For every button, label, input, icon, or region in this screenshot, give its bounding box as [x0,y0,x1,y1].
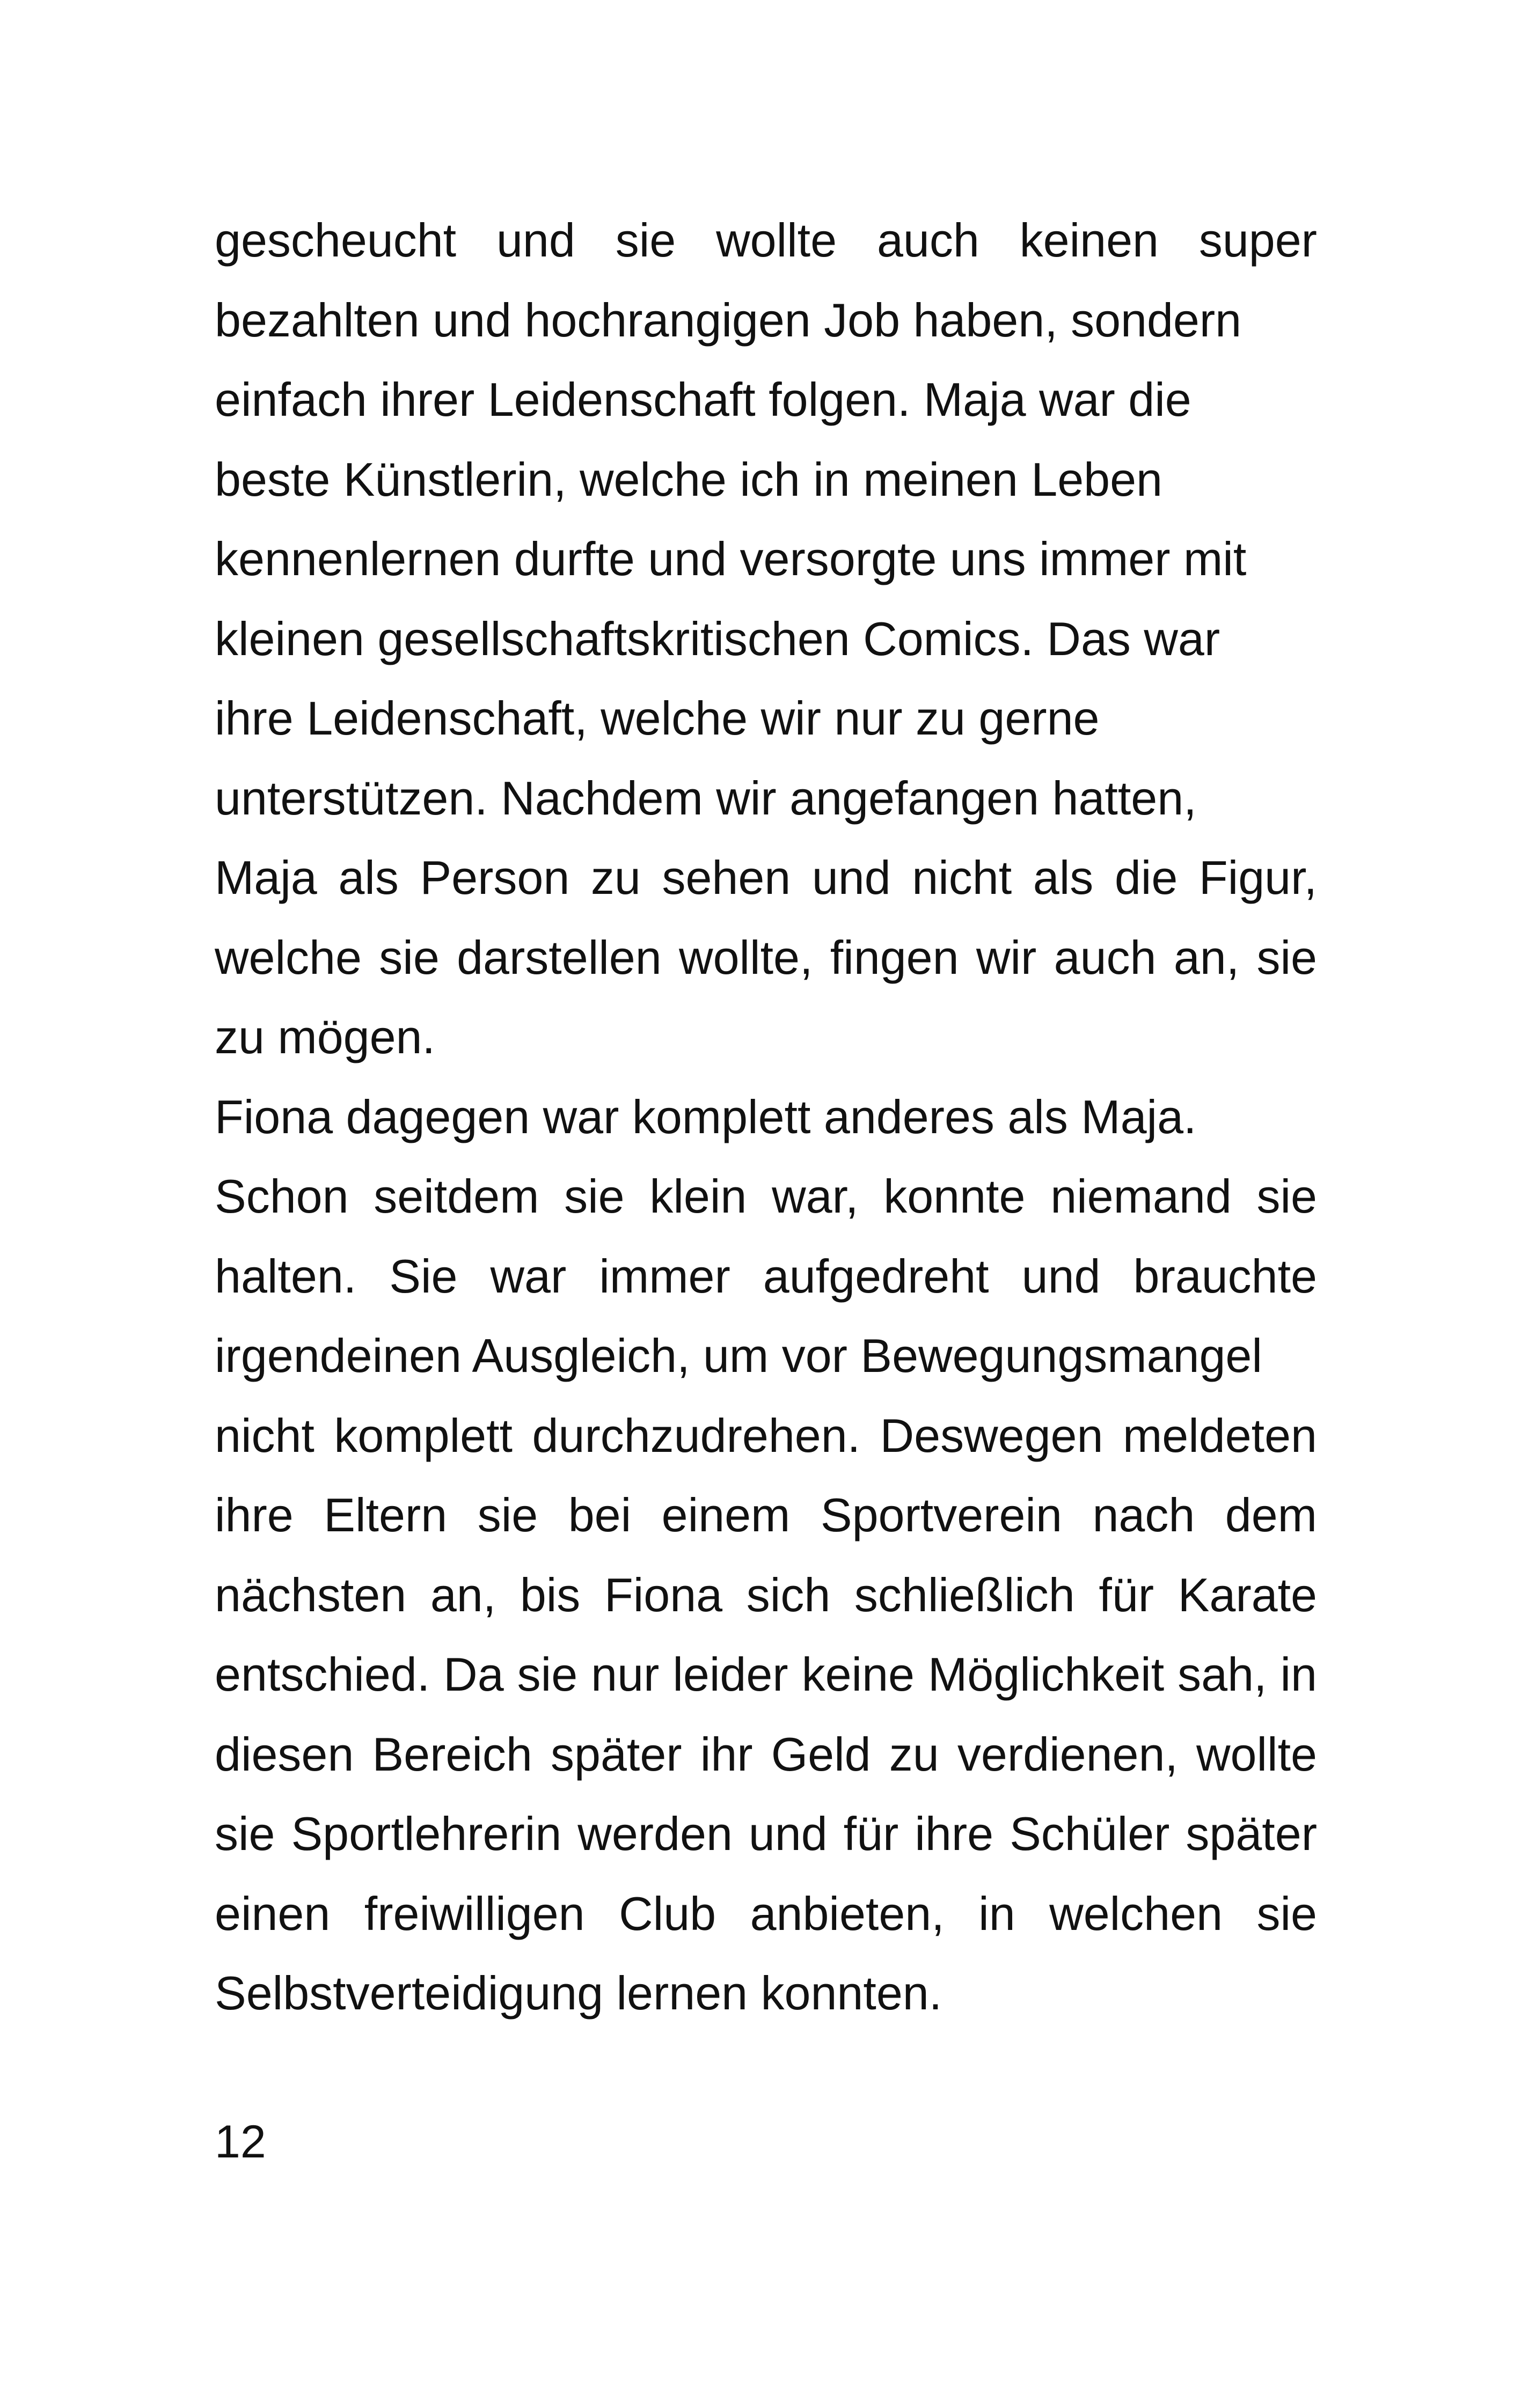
text-line: gescheucht und sie wollte auch keinen super [215,214,1317,267]
text-line: beste Künstlerin, welche ich in meinen Leben [215,452,1162,506]
text-line: entschied. Da sie nur leider keine Möglichkeit sah, in [215,1648,1317,1701]
text-line: kennenlernen durfte und versorgte uns immer mit [215,532,1247,585]
text-line: einfach ihrer Leidenschaft folgen. Maja war die [215,373,1191,426]
text-line: bezahlten und hochrangigen Job haben, sondern [215,293,1242,347]
body-text [215,201,1317,2033]
text-line: einen freiwilligen Club anbieten, in welchen sie [215,1886,1317,1940]
text-line: nicht komplett durchzudrehen. Deswegen meldeten [215,1408,1317,1462]
text-line: halten. Sie war immer aufgedreht und brauchte [215,1249,1317,1303]
text-line: Selbstverteidigung lernen konnten. [215,1966,942,2020]
text-line: nächsten an, bis Fiona sich schließlich für Karate [215,1568,1317,1621]
text-line: sie Sportlehrerin werden und für ihre Schüler später [215,1807,1317,1860]
page-number: 12 [215,2116,266,2168]
text-line: zu mögen. [215,1010,435,1063]
text-line: welche sie darstellen wollte, fingen wir auch an, sie [215,930,1317,984]
text-line: ihre Leidenschaft, welche wir nur zu gerne [215,692,1100,745]
text-line: Maja als Person zu sehen und nicht als die Figur, [215,851,1317,904]
text-line: Schon seitdem sie klein war, konnte niemand sie [215,1170,1317,1223]
text-line: irgendeinen Ausgleich, um vor Bewegungsmangel [215,1329,1262,1382]
text-line: Fiona dagegen war komplett anderes als Maja. [215,1090,1197,1143]
text-line: ihre Eltern sie bei einem Sportverein nach dem [215,1488,1317,1541]
text-line: unterstützen. Nachdem wir angefangen hatten, [215,771,1197,825]
text-line: diesen Bereich später ihr Geld zu verdienen, wollte [215,1727,1317,1781]
text-line: kleinen gesellschaftskritischen Comics. Das war [215,612,1220,665]
